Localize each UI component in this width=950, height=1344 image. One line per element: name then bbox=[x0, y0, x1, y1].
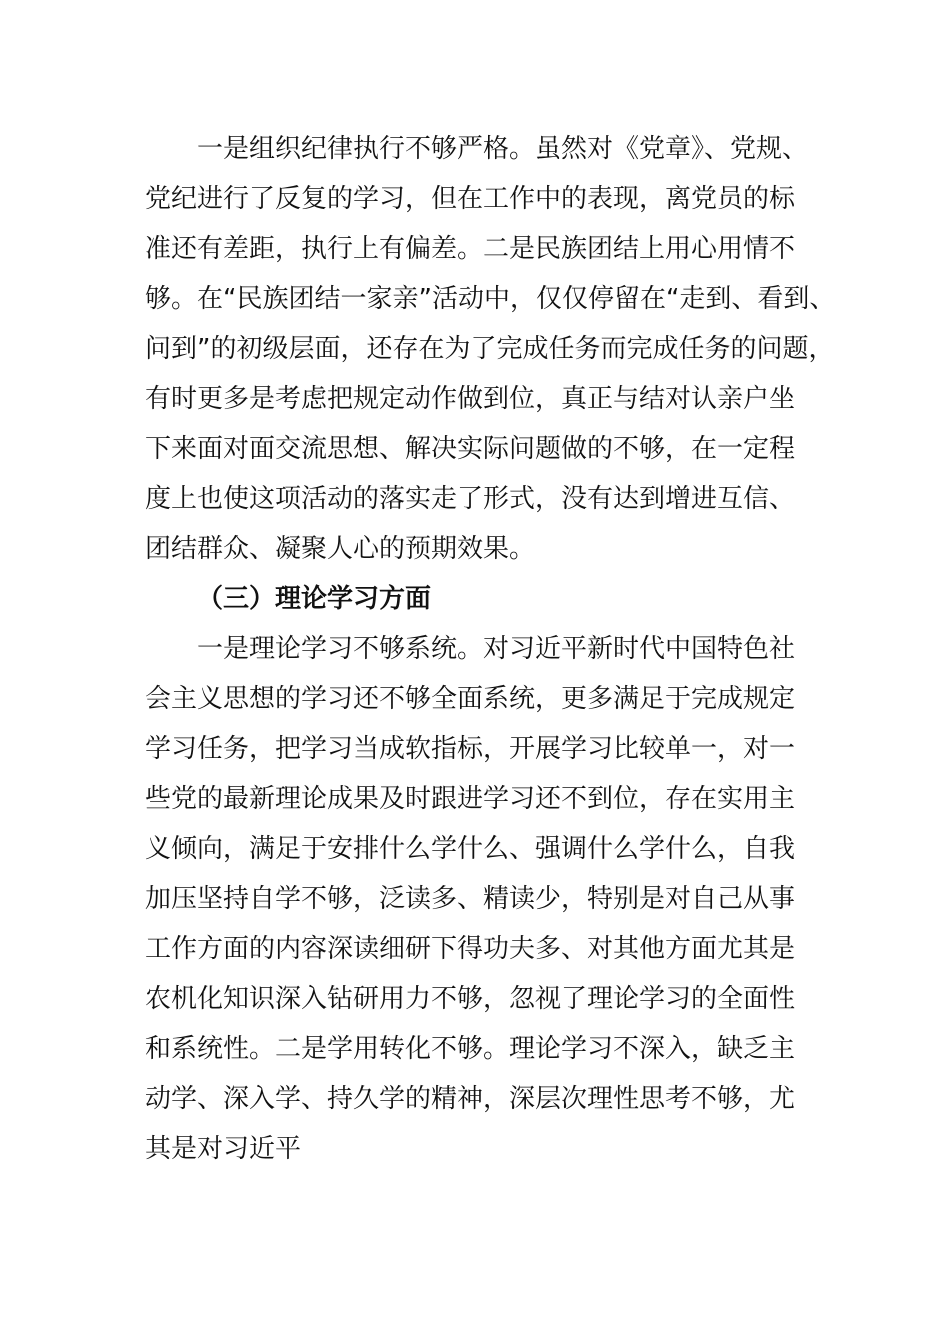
paragraph-line: 工作方面的内容深读细研下得功夫多、对其他方面尤其是 bbox=[145, 934, 796, 964]
paragraph-line: 一是理论学习不够系统。对习近平新时代中国特色社 bbox=[197, 634, 796, 664]
paragraph-line: 党纪进行了反复的学习，但在工作中的表现，离党员的标 bbox=[145, 184, 796, 214]
paragraph-line: 团结群众、凝聚人心的预期效果。 bbox=[145, 534, 536, 564]
document-body bbox=[145, 124, 836, 1174]
paragraph-line: 下来面对面交流思想、解决实际问题做的不够，在一定程 bbox=[145, 434, 796, 464]
paragraph-line: 学习任务，把学习当成软指标，开展学习比较单一，对一 bbox=[145, 734, 796, 764]
paragraph-line: 问到”的初级层面，还存在为了完成任务而完成任务的问题， bbox=[145, 334, 835, 364]
paragraph-line: 加压坚持自学不够，泛读多、精读少，特别是对自己从事 bbox=[145, 884, 796, 914]
paragraph-line: 够。在“民族团结一家亲”活动中，仅仅停留在“走到、看到、 bbox=[145, 284, 836, 314]
paragraph-line: 有时更多是考虑把规定动作做到位，真正与结对认亲户坐 bbox=[145, 384, 796, 414]
paragraph-line: 动学、深入学、持久学的精神，深层次理性思考不够，尤 bbox=[145, 1084, 796, 1114]
paragraph-line: 会主义思想的学习还不够全面系统，更多满足于完成规定 bbox=[145, 684, 796, 714]
paragraph-line: 其是对习近平 bbox=[145, 1134, 302, 1164]
paragraph-line: 义倾向，满足于安排什么学什么、强调什么学什么，自我 bbox=[145, 834, 796, 864]
section-heading: （三）理论学习方面 bbox=[197, 584, 432, 614]
paragraph-line: 和系统性。二是学用转化不够。理论学习不深入，缺乏主 bbox=[145, 1034, 796, 1064]
paragraph-line: 度上也使这项活动的落实走了形式，没有达到增进互信、 bbox=[145, 484, 796, 514]
paragraph-line: 农机化知识深入钻研用力不够，忽视了理论学习的全面性 bbox=[145, 984, 796, 1014]
paragraph-line: 准还有差距，执行上有偏差。二是民族团结上用心用情不 bbox=[145, 234, 796, 264]
paragraph-line: 一是组织纪律执行不够严格。虽然对《党章》、党规、 bbox=[197, 134, 809, 164]
paragraph-line: 些党的最新理论成果及时跟进学习还不到位，存在实用主 bbox=[145, 784, 796, 814]
